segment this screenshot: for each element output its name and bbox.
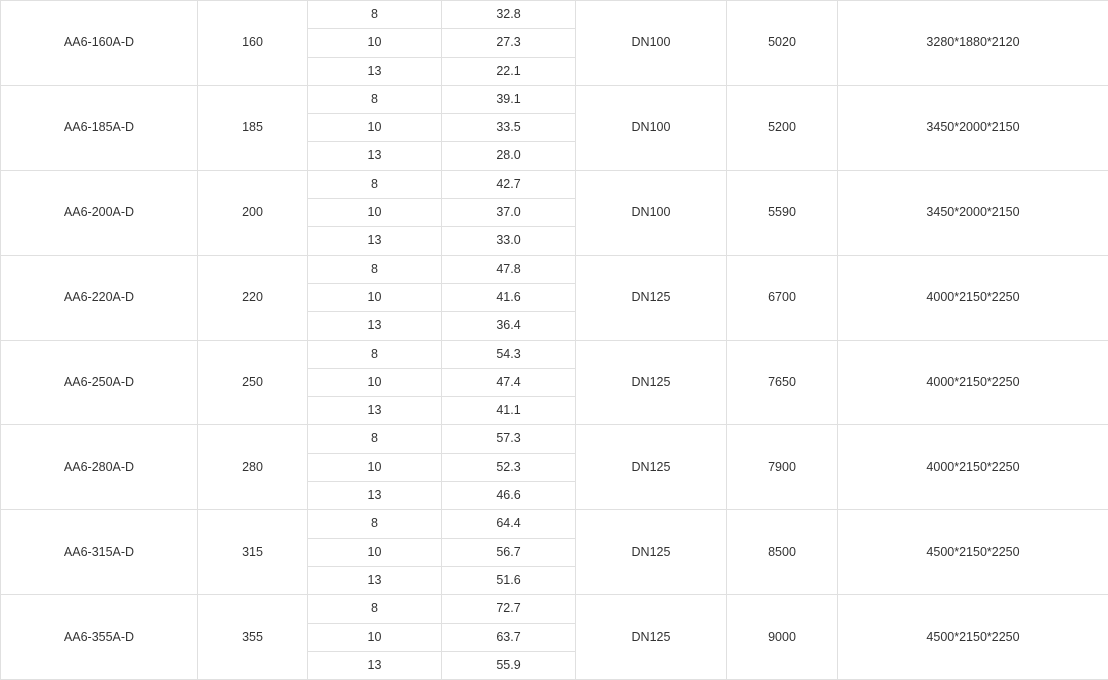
- cell-dimensions: 3280*1880*2120: [838, 1, 1108, 86]
- cell-pressure: 8: [308, 1, 442, 29]
- cell-weight: 7650: [727, 340, 838, 425]
- cell-power: 250: [198, 340, 308, 425]
- cell-weight: 5020: [727, 1, 838, 86]
- cell-outlet: DN125: [576, 340, 727, 425]
- cell-flow: 57.3: [442, 425, 576, 453]
- cell-outlet: DN100: [576, 1, 727, 86]
- cell-flow: 54.3: [442, 340, 576, 368]
- cell-pressure: 8: [308, 170, 442, 198]
- cell-flow: 42.7: [442, 170, 576, 198]
- cell-outlet: DN125: [576, 425, 727, 510]
- cell-outlet: DN125: [576, 255, 727, 340]
- cell-pressure: 10: [308, 199, 442, 227]
- cell-flow: 72.7: [442, 595, 576, 623]
- cell-flow: 32.8: [442, 1, 576, 29]
- cell-power: 280: [198, 425, 308, 510]
- cell-flow: 28.0: [442, 142, 576, 170]
- cell-model: AA6-355A-D: [1, 595, 198, 680]
- cell-weight: 5590: [727, 170, 838, 255]
- table-row: [1, 425, 1108, 453]
- cell-pressure: 8: [308, 340, 442, 368]
- cell-model: AA6-315A-D: [1, 510, 198, 595]
- cell-pressure: 8: [308, 85, 442, 113]
- cell-power: 220: [198, 255, 308, 340]
- table-row: [1, 595, 1108, 623]
- cell-flow: 37.0: [442, 199, 576, 227]
- cell-model: AA6-160A-D: [1, 1, 198, 86]
- cell-flow: 56.7: [442, 538, 576, 566]
- cell-pressure: 10: [308, 623, 442, 651]
- cell-dimensions: 3450*2000*2150: [838, 170, 1108, 255]
- cell-flow: 39.1: [442, 85, 576, 113]
- cell-pressure: 8: [308, 425, 442, 453]
- table-row: [1, 170, 1108, 198]
- table-row: [1, 340, 1108, 368]
- cell-pressure: 10: [308, 538, 442, 566]
- cell-flow: 41.6: [442, 283, 576, 311]
- cell-weight: 8500: [727, 510, 838, 595]
- cell-pressure: 13: [308, 566, 442, 594]
- cell-flow: 51.6: [442, 566, 576, 594]
- cell-power: 355: [198, 595, 308, 680]
- cell-pressure: 13: [308, 651, 442, 679]
- cell-model: AA6-185A-D: [1, 85, 198, 170]
- cell-pressure: 13: [308, 142, 442, 170]
- cell-dimensions: 3450*2000*2150: [838, 85, 1108, 170]
- cell-pressure: 10: [308, 283, 442, 311]
- cell-pressure: 13: [308, 482, 442, 510]
- cell-pressure: 13: [308, 57, 442, 85]
- cell-model: AA6-280A-D: [1, 425, 198, 510]
- cell-model: AA6-220A-D: [1, 255, 198, 340]
- cell-dimensions: 4000*2150*2250: [838, 255, 1108, 340]
- cell-weight: 5200: [727, 85, 838, 170]
- cell-flow: 47.8: [442, 255, 576, 283]
- cell-pressure: 10: [308, 29, 442, 57]
- cell-dimensions: 4500*2150*2250: [838, 595, 1108, 680]
- cell-pressure: 8: [308, 510, 442, 538]
- cell-flow: 41.1: [442, 397, 576, 425]
- cell-dimensions: 4000*2150*2250: [838, 340, 1108, 425]
- cell-flow: 27.3: [442, 29, 576, 57]
- cell-flow: 55.9: [442, 651, 576, 679]
- cell-pressure: 10: [308, 453, 442, 481]
- cell-power: 185: [198, 85, 308, 170]
- cell-flow: 22.1: [442, 57, 576, 85]
- cell-outlet: DN125: [576, 510, 727, 595]
- cell-pressure: 8: [308, 255, 442, 283]
- cell-weight: 9000: [727, 595, 838, 680]
- cell-pressure: 10: [308, 114, 442, 142]
- cell-outlet: DN125: [576, 595, 727, 680]
- cell-flow: 63.7: [442, 623, 576, 651]
- table-row: [1, 255, 1108, 283]
- table-row: [1, 510, 1108, 538]
- cell-outlet: DN100: [576, 85, 727, 170]
- cell-dimensions: 4500*2150*2250: [838, 510, 1108, 595]
- table-row: [1, 1, 1108, 29]
- cell-flow: 64.4: [442, 510, 576, 538]
- cell-pressure: 13: [308, 312, 442, 340]
- cell-flow: 46.6: [442, 482, 576, 510]
- table-body: [1, 1, 1108, 680]
- cell-model: AA6-200A-D: [1, 170, 198, 255]
- cell-weight: 7900: [727, 425, 838, 510]
- cell-power: 160: [198, 1, 308, 86]
- cell-flow: 36.4: [442, 312, 576, 340]
- cell-pressure: 13: [308, 227, 442, 255]
- cell-flow: 33.0: [442, 227, 576, 255]
- cell-weight: 6700: [727, 255, 838, 340]
- cell-flow: 47.4: [442, 368, 576, 396]
- cell-pressure: 13: [308, 397, 442, 425]
- cell-outlet: DN100: [576, 170, 727, 255]
- cell-pressure: 8: [308, 595, 442, 623]
- cell-dimensions: 4000*2150*2250: [838, 425, 1108, 510]
- cell-power: 200: [198, 170, 308, 255]
- cell-model: AA6-250A-D: [1, 340, 198, 425]
- table-row: [1, 85, 1108, 113]
- cell-flow: 52.3: [442, 453, 576, 481]
- cell-power: 315: [198, 510, 308, 595]
- cell-pressure: 10: [308, 368, 442, 396]
- cell-flow: 33.5: [442, 114, 576, 142]
